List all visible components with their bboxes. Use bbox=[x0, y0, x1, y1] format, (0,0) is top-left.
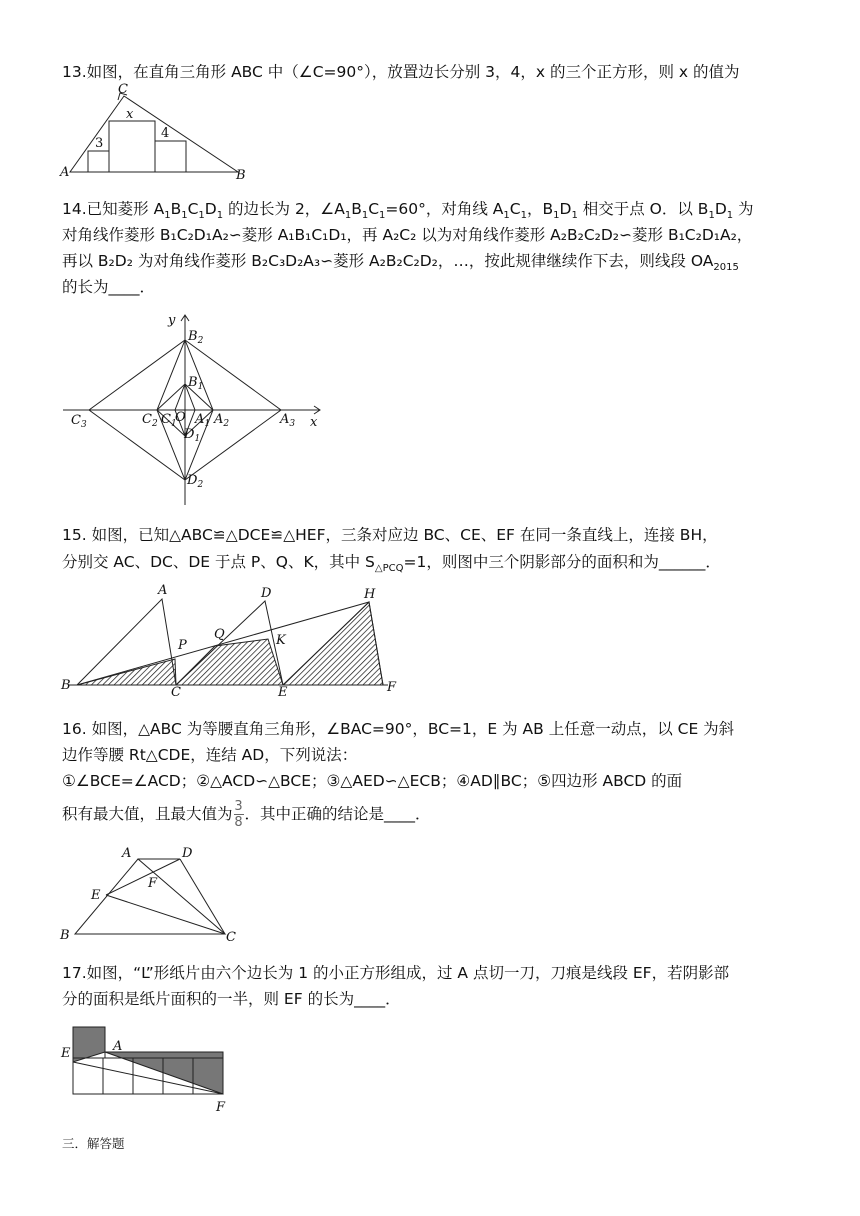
label-E: E bbox=[91, 888, 101, 903]
label-x: x bbox=[126, 107, 134, 122]
label-A1: $A_1$ bbox=[195, 412, 211, 429]
segment-ed bbox=[106, 859, 180, 895]
shade-2 bbox=[176, 639, 283, 685]
q17-figure bbox=[58, 1022, 238, 1122]
label-C2: $C_2$ bbox=[142, 412, 158, 429]
label-D: D bbox=[261, 586, 272, 601]
triangle-abc bbox=[70, 96, 238, 172]
segment-ec bbox=[106, 895, 225, 934]
q13-text: 13.如图，在直角三角形 ABC 中（∠C=90°），放置边长分别 3，4，x 的三个正方形，则 x 的值为 bbox=[62, 63, 740, 81]
q14-line2: 对角线作菱形 B₁C₂D₁A₂∽菱形 A₁B₁C₁D₁，再 A₂C₂ 以为对角线作菱形 A₂B₂C₂D₂∽菱形 B₁C₂D₁A₂， bbox=[62, 226, 753, 244]
q15-line2: 分别交 AC、DC、DE 于点 P、Q、K，其中 $S_{\triangle PCQ}=1$，则图中三个阴影部分的面积和为______． bbox=[62, 553, 721, 575]
label-E: E bbox=[61, 1046, 71, 1061]
label-B: B bbox=[236, 168, 246, 183]
q15-figure bbox=[58, 582, 408, 700]
q14-figure bbox=[58, 310, 338, 510]
label-y: y bbox=[168, 313, 176, 328]
q14-line1: 14.已知菱形 $A_1B_1C_1D_1$ 的边长为 2，$\angle A_1B_1C_1=60^\circ$，对角线 $A_1C_1$，$B_1D_1$ 相交于点 O．以 $B_1D_1$ 为 bbox=[62, 200, 754, 222]
label-4: 4 bbox=[161, 126, 170, 141]
label-B2: $B_2$ bbox=[188, 329, 204, 346]
label-Q: Q bbox=[214, 627, 225, 642]
label-C1: $C_1$ bbox=[161, 412, 177, 429]
section-heading: 三．解答题 bbox=[62, 1136, 125, 1151]
q17-line2: 分的面积是纸片面积的一半，则 EF 的长为____． bbox=[62, 990, 401, 1008]
fraction-3-8: $\frac{3}{8}$ bbox=[234, 799, 243, 830]
square-3 bbox=[88, 151, 109, 172]
label-A3: $A_3$ bbox=[280, 412, 296, 429]
q13-figure bbox=[58, 84, 258, 184]
label-K: K bbox=[276, 633, 286, 648]
label-A2: $A_2$ bbox=[214, 412, 230, 429]
label-F: F bbox=[148, 876, 158, 891]
q15-line1: 15. 如图，已知△ABC≌△DCE≌△HEF，三条对应边 BC、CE、EF 在同一条直线上，连接 BH， bbox=[62, 526, 718, 544]
label-A: A bbox=[122, 846, 132, 861]
q16-line3: ①∠BCE=∠ACD；②△ACD∽△BCE；③△AED∽△ECB；④AD∥BC；⑤四边形 ABCD 的面 bbox=[62, 772, 683, 790]
square-x bbox=[109, 121, 155, 172]
label-D1: $D_1$ bbox=[184, 427, 201, 444]
q16-line4: 积有最大值，且最大值为 $\frac{3}{8}$ ．其中正确的结论是____． bbox=[62, 799, 431, 830]
shade-top bbox=[73, 1027, 105, 1062]
label-C: C bbox=[118, 82, 128, 97]
q16-line2: 边作等腰 Rt△CDE，连结 AD，下列说法： bbox=[62, 746, 358, 764]
label-x: x bbox=[310, 415, 318, 430]
label-D: D bbox=[182, 846, 193, 861]
label-C: C bbox=[226, 930, 236, 945]
label-F: F bbox=[387, 680, 397, 695]
label-A: A bbox=[113, 1039, 123, 1054]
q17-line1: 17.如图，“L”形纸片由六个边长为 1 的小正方形组成，过 A 点切一刀，刀痕是线段 EF，若阴影部 bbox=[62, 964, 730, 982]
label-E: E bbox=[278, 685, 288, 700]
label-F: F bbox=[216, 1100, 226, 1115]
segment-dc bbox=[180, 859, 225, 934]
label-P: P bbox=[178, 638, 187, 653]
q16-line1: 16. 如图，△ABC 为等腰直角三角形，∠BAC=90°，BC=1，E 为 AB 上任意一动点，以 CE 为斜 bbox=[62, 720, 735, 738]
shade-3 bbox=[283, 602, 383, 685]
label-D2: $D_2$ bbox=[187, 473, 204, 490]
label-B: B bbox=[60, 928, 70, 943]
square-4 bbox=[155, 141, 186, 172]
q14-line3: 再以 B₂D₂ 为对角线作菱形 B₂C₃D₂A₃∽菱形 A₂B₂C₂D₂，…，按此规律继续作下去，则线段 $OA_{2015}$ bbox=[62, 252, 739, 274]
label-C: C bbox=[171, 685, 181, 700]
label-3: 3 bbox=[95, 136, 104, 151]
q14-line4: 的长为____． bbox=[62, 278, 156, 296]
label-H: H bbox=[364, 587, 376, 602]
label-A: A bbox=[158, 583, 168, 598]
label-A: A bbox=[60, 165, 70, 180]
label-B1: $B_1$ bbox=[188, 375, 204, 392]
label-B: B bbox=[61, 678, 71, 693]
label-O: O bbox=[175, 410, 186, 425]
label-C3: $C_3$ bbox=[71, 413, 87, 430]
q16-figure bbox=[58, 843, 248, 943]
